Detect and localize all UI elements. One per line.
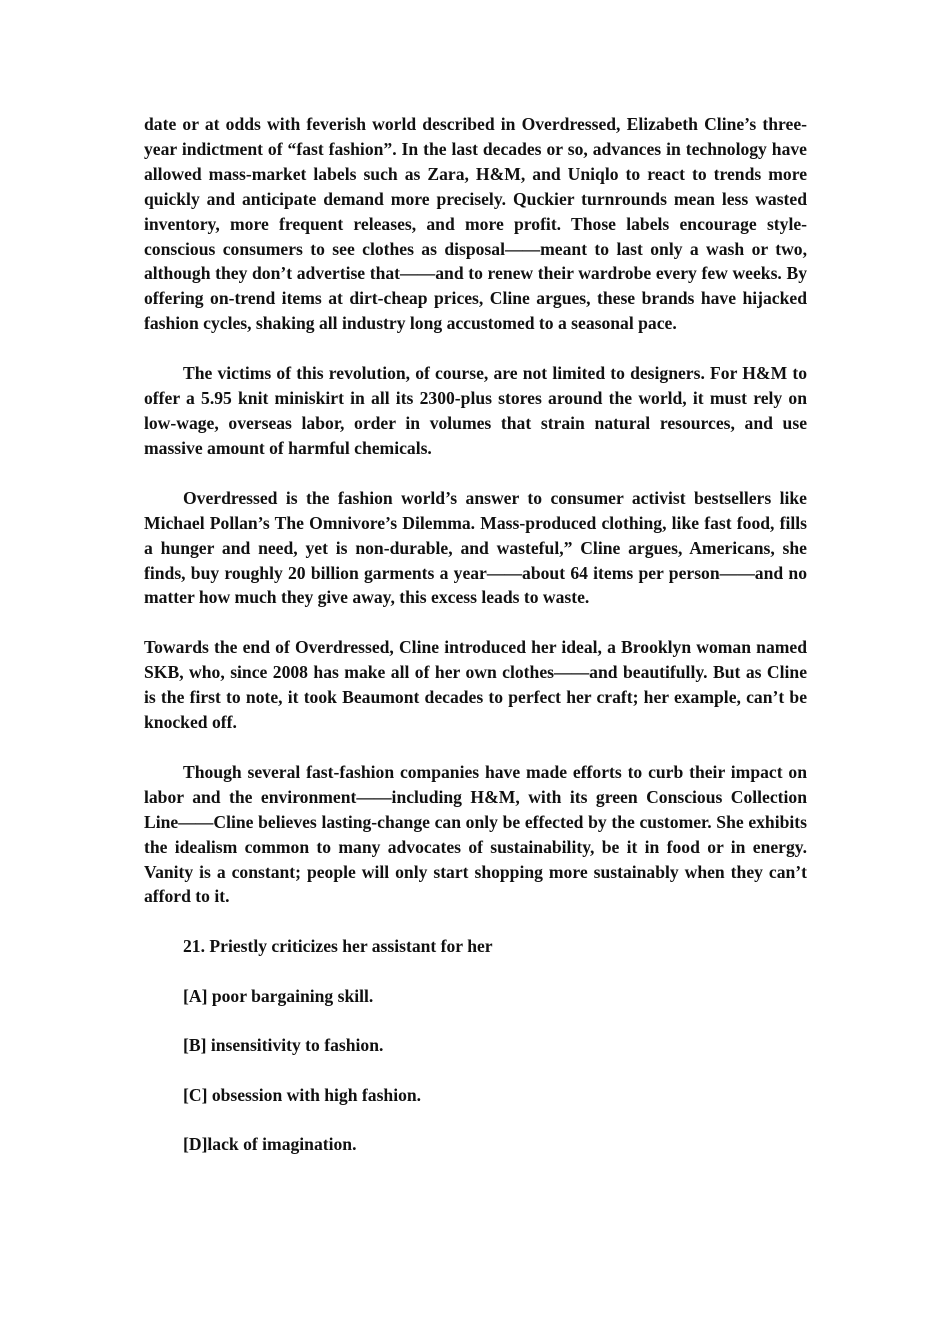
document-page [144, 112, 807, 1157]
paragraph-2: The victims of this revolution, of course, are not limited to designers. For H&M to offer a 5.95 knit miniskirt in all its 2300-plus stores around the world, it must rely on low-wage, overseas labor, order in volumes that strain natural resources, and use massive amount of harmful chemicals. [144, 363, 807, 458]
option-c: [C] obsession with high fashion. [183, 1084, 422, 1105]
paragraph-1: date or at odds with feverish world described in Overdressed, Elizabeth Cline’s three-year indictment of “fast fashion”. In the last decades or so, advances in technology have allowed mass-market labels such as Zara, H&M, and Uniqlo to react to trends more quickly and anticipate demand more precisely. Quckier turnrounds mean less wasted inventory, more frequent releases, and more profit. Those labels encourage style-conscious consumers to see clothes as disposal——meant to last only a wash or two, although they don’t advertise that——and to renew their wardrobe every few weeks. By offering on-trend items at dirt-cheap prices, Cline argues, these brands have hijacked fashion cycles, shaking all industry long accustomed to a seasonal pace. [144, 114, 807, 334]
option-d: [D]lack of imagination. [183, 1134, 357, 1154]
option-b: [B] insensitivity to fashion. [183, 1035, 384, 1056]
paragraph-5: Though several fast-fashion companies have made efforts to curb their impact on labor and the environment——including H&M, with its green Conscious Collection Line——Cline believes lasting-change can only be effected by the customer. She exhibits the idealism common to many advocates of sustainability, be it in food or in energy. Vanity is a constant; people will only start shopping more sustainably when they can’t afford to it. [144, 761, 807, 907]
paragraph-4: Towards the end of Overdressed, Cline introduced her ideal, a Brooklyn woman named SKB, who, since 2008 has make all of her own clothes——and beautifully. But as Cline is the first to note, it took Beaumont decades to perfect her craft; her example, can’t be knocked off. [144, 637, 807, 733]
option-a: [A] poor bargaining skill. [183, 985, 374, 1006]
paragraph-3: Overdressed is the fashion world’s answer to consumer activist bestsellers like Michael Pollan’s The Omnivore’s Dilemma. Mass-produced clothing, like fast food, fills a hunger and need, yet is non-durable, and wasteful,” Cline argues, Americans, she finds, buy roughly 20 billion garments a year——about 64 items per person——and no matter how much they give away, this excess leads to waste. [144, 487, 807, 608]
question-stem: 21. Priestly criticizes her assistant for her [183, 936, 493, 957]
